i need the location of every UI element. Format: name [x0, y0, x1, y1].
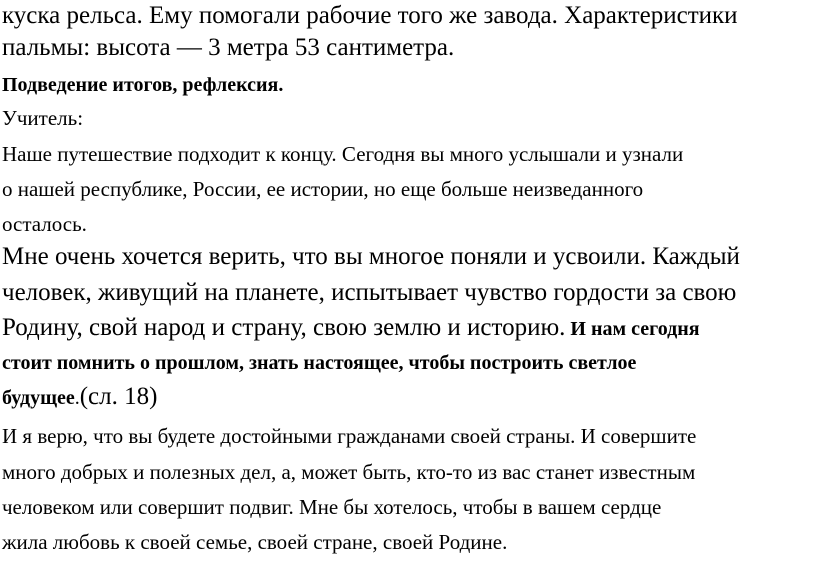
slide-reference: (сл. 18)	[79, 383, 158, 410]
para4-line1: И я верю, что вы будете достойными гражданами своей страны. И совершите	[2, 424, 697, 448]
para3-line4: стоит помнить о прошлом, знать настоящее, чтобы построить светлое	[2, 352, 637, 374]
para4-line3: человеком или совершит подвиг. Мне бы хотелось, чтобы в вашем сердце	[2, 495, 662, 519]
teacher-label: Учитель:	[2, 106, 84, 130]
para3-line3-regular: Родину, свой народ и страну, свою землю и историю.	[2, 314, 566, 341]
para2-line1: Наше путешествие подходит к концу. Сегодня вы много услышали и узнали	[2, 142, 684, 166]
section-heading: Подведение итогов, рефлексия.	[2, 74, 284, 96]
para3-line5-bold: будущее	[2, 387, 75, 409]
para4-line4: жила любовь к своей семье, своей стране, своей Родине.	[2, 530, 508, 554]
para3-line5	[2, 383, 157, 411]
para3-line1: Мне очень хочется верить, что вы многое поняли и усвоили. Каждый	[2, 243, 740, 270]
para1-line2: пальмы: высота — 3 метра 53 сантиметра.	[2, 34, 455, 61]
para3-line2: человек, живущий на планете, испытывает чувство гордости за свою	[2, 279, 737, 306]
para3-line3-bold: И нам сегодня	[565, 318, 700, 340]
para3-line3	[2, 314, 700, 342]
para2-line2: о нашей республике, России, ее истории, но еще больше неизведанного	[2, 177, 644, 201]
para1-line1: куска рельса. Ему помогали рабочие того же завода. Характеристики	[2, 2, 738, 29]
para2-line3: осталось.	[2, 212, 87, 236]
para3-line5-period: .	[74, 387, 80, 409]
para4-line2: много добрых и полезных дел, а, может быть, кто-то из вас станет известным	[2, 460, 696, 484]
